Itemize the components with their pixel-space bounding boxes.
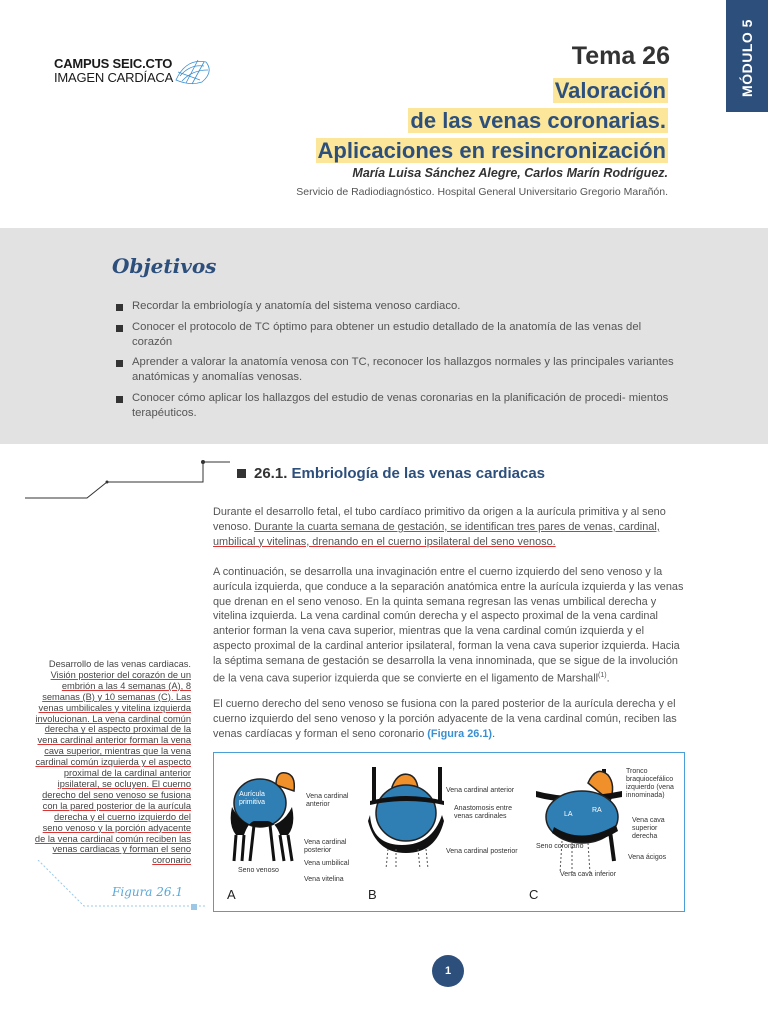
affiliation: Servicio de Radiodiagnóstico. Hospital General Universitario Gregorio Marañón. bbox=[296, 186, 668, 198]
caption-body: Visión posterior del corazón de un embrión a las 4 semanas (A), 8 semanas (B) y 10 semanas (C). Las venas umbilicales y vitelina izquierda involucionan. La vena cardinal común derecha y el aspecto proximal de la vena cardinal anterior forman la vena cava superior, mientras que la vena cardinal común izquierda y el aspecto proximal de la cardinal anterior ipsilateral, se ocluyen. El cuerno derecho del seno venoso se fusiona con la pared posterior de la aurícula derecha y el cuerno izquierdo del seno venoso y la porción adyacente de la vena cardinal común reciben las venas cardiacas y forman el seno coronario bbox=[34, 669, 191, 866]
campus-logo bbox=[54, 56, 224, 96]
caption-title: Desarrollo de las venas cardiacas. bbox=[48, 659, 191, 669]
logo-line-2: IMAGEN CARDÍACA bbox=[54, 70, 174, 85]
panel-b-diagram bbox=[362, 761, 452, 881]
objectives-list bbox=[114, 299, 674, 427]
panel-c-diagram bbox=[532, 761, 632, 881]
objectives-heading: Objetivos bbox=[112, 254, 217, 278]
panel-letter-a: A bbox=[227, 887, 236, 902]
paragraph-1: Durante el desarrollo fetal, el tubo cardíaco primitivo da origen a la aurícula primitiva y al seno venoso. Durante la cuarta semana de gestación, se identifican tres pares de venas, cardinal, umbilical y vitelinas, drenando en el cuerno ipsilateral del seno venoso. bbox=[213, 506, 666, 548]
label-tronco-braquiocefalico: Tronco braquiocefálico izquierdo (vena innominada) bbox=[626, 768, 674, 799]
label-seno-coronario: Seno coronario bbox=[536, 843, 584, 850]
section-title-text: Embriología de las venas cardiacas bbox=[291, 465, 546, 482]
module-label: MÓDULO 5 bbox=[739, 19, 755, 97]
label-vena-umbilical: Vena umbilical bbox=[304, 860, 350, 867]
objective-item: Recordar la embriología y anatomía del sistema venoso cardiaco. bbox=[114, 299, 674, 314]
module-tab bbox=[726, 0, 768, 112]
section-bullet bbox=[237, 469, 246, 478]
objective-item: Conocer cómo aplicar los hallazgos del estudio de venas coronarias en la planificación de procedi- mientos terapéuticos. bbox=[114, 391, 674, 421]
figure-label: Figura 26.1 bbox=[112, 885, 183, 899]
label-vena-cardinal-posterior-b: Vena cardinal posterior bbox=[446, 848, 518, 855]
figure-26-1 bbox=[213, 752, 685, 912]
paragraph-2: A continuación, se desarrolla una invaginación entre el cuerno izquierdo del seno venoso y la aurícula izquierda, que conduce a la separación anatómica entre la aurícula izquierda y las venas que drenan en el seno venoso. En la quinta semana regresan las venas umbilical derecha y vitelina izquierda. La vena cardinal común derecha y el aspecto proximal de la vena cardinal anterior forman la vena cava superior, mientras que la vena cardinal común izquierda y el aspecto proximal de la cardinal anterior ipsilateral, forman la vena cava superior izquierda. Hacia la séptima semana de gestación se desarrolla la vena innominada, que se sigue de la involución de la vena cava superior izquierda que se convierte en el ligamento de Marshall$^{(1)}$. bbox=[213, 566, 684, 685]
title-line-2: de las venas coronarias. bbox=[410, 108, 666, 133]
paragraph-3: El cuerno derecho del seno venoso se fusiona con la pared posterior de la aurícula derecha y el cuerno izquierdo del seno venoso y la porción adyacente de la vena cardinal común, reciben las venas cardíacas y forman el seno coronario (Figura 26.1). bbox=[213, 698, 677, 740]
label-seno-venoso: Seno venoso bbox=[238, 867, 279, 874]
title-line-1: Valoración bbox=[554, 78, 666, 103]
label-la: LA bbox=[564, 811, 573, 818]
label-ra: RA bbox=[592, 807, 602, 814]
label-anastomosis: Anastomosis entre venas cardinales bbox=[454, 805, 512, 820]
label-vena-cava-inferior: Vena cava inferior bbox=[560, 871, 617, 878]
label-vena-cardinal-posterior-a: Vena cardinal posterior bbox=[304, 839, 347, 854]
title-line-3: Aplicaciones en resincronización bbox=[317, 138, 666, 163]
figure-caption bbox=[33, 659, 191, 866]
panel-letter-c: C bbox=[529, 887, 539, 902]
label-vena-vitelina: Vena vitelina bbox=[304, 876, 344, 883]
panel-letter-b: B bbox=[368, 887, 377, 902]
authors: María Luisa Sánchez Alegre, Carlos Marín Rodríguez. bbox=[352, 166, 668, 180]
label-auricula-primitiva: Aurícula primitiva bbox=[238, 791, 266, 806]
section-connector-line bbox=[25, 458, 240, 508]
tema-number: Tema 26 bbox=[571, 42, 670, 70]
section-title bbox=[254, 465, 545, 482]
underlined-text: Durante la cuarta semana de gestación, se identifican tres pares de venas, cardinal, umbilical y vitelinas, drenando en el cuerno ipsilateral del seno venoso. bbox=[213, 520, 660, 548]
page-number: 1 bbox=[432, 955, 464, 987]
panel-a-diagram bbox=[224, 765, 314, 875]
objective-item: Conocer el protocolo de TC óptimo para obtener un estudio detallado de la anatomía de las venas del corazón bbox=[114, 320, 674, 350]
objective-item: Aprender a valorar la anatomía venosa con TC, reconocer los hallazgos normales y las principales variantes anatómicas y anomalías venosas. bbox=[114, 355, 674, 385]
label-vena-acigos: Vena ácigos bbox=[628, 854, 667, 861]
logo-line-1: CAMPUS SEIC.CTO bbox=[54, 56, 173, 71]
label-vena-cava-superior: Vena cava superior derecha bbox=[632, 817, 665, 840]
label-vena-cardinal-anterior-a: Vena cardinal anterior bbox=[306, 793, 349, 808]
figure-reference-link[interactable]: (Figura 26.1) bbox=[427, 727, 493, 740]
label-vena-cardinal-anterior-b: Vena cardinal anterior bbox=[446, 787, 515, 794]
heart-wire-icon bbox=[172, 56, 214, 86]
section-number: 26.1. bbox=[254, 465, 288, 482]
